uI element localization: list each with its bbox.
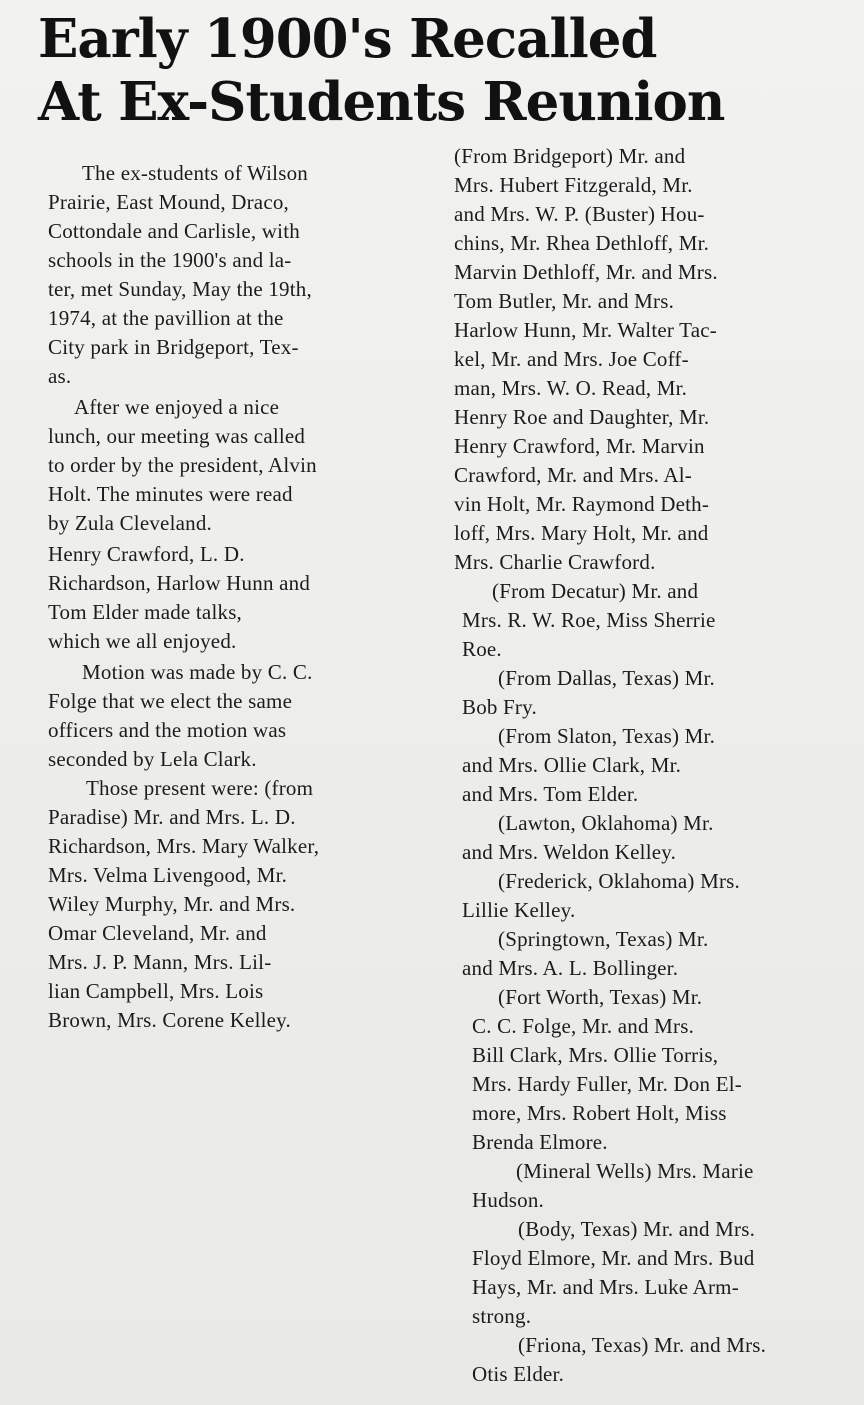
text-line: ter, met Sunday, May the 19th,: [48, 277, 312, 301]
text-line: Floyd Elmore, Mr. and Mrs. Bud: [472, 1246, 755, 1270]
text-line: Bill Clark, Mrs. Ollie Torris,: [472, 1043, 719, 1067]
text-line: (From Dallas, Texas) Mr.: [498, 666, 715, 690]
text-line: Henry Crawford, L. D.: [48, 542, 245, 566]
text-line: to order by the president, Alvin: [48, 453, 317, 477]
text-line: Tom Elder made talks,: [48, 600, 243, 624]
text-line: Mrs. Hubert Fitzgerald, Mr.: [454, 173, 693, 197]
text-line: chins, Mr. Rhea Dethloff, Mr.: [454, 231, 710, 255]
text-line: (Body, Texas) Mr. and Mrs.: [518, 1217, 756, 1241]
text-line: Lillie Kelley.: [462, 898, 576, 922]
text-line: (From Bridgeport) Mr. and: [454, 144, 686, 168]
text-line: (Mineral Wells) Mrs. Marie: [516, 1159, 754, 1183]
text-line: strong.: [472, 1304, 532, 1328]
text-line: Otis Elder.: [472, 1362, 565, 1386]
text-line: After we enjoyed a nice: [74, 395, 280, 419]
text-line: Cottondale and Carlisle, with: [48, 219, 300, 243]
text-line: (Fort Worth, Texas) Mr.: [498, 985, 703, 1009]
text-line: Paradise) Mr. and Mrs. L. D.: [48, 805, 296, 829]
text-line: Richardson, Mrs. Mary Walker,: [48, 834, 320, 858]
headline: [38, 8, 838, 134]
text-line: Mrs. J. P. Mann, Mrs. Lil-: [48, 950, 272, 974]
text-line: (From Decatur) Mr. and: [492, 579, 699, 603]
text-line: Harlow Hunn, Mr. Walter Tac-: [454, 318, 717, 342]
text-line: Henry Roe and Daughter, Mr.: [454, 405, 710, 429]
text-line: Hudson.: [472, 1188, 544, 1212]
text-line: Crawford, Mr. and Mrs. Al-: [454, 463, 692, 487]
text-line: seconded by Lela Clark.: [48, 747, 257, 771]
text-line: 1974, at the pavillion at the: [48, 306, 284, 330]
text-line: officers and the motion was: [48, 718, 287, 742]
text-line: loff, Mrs. Mary Holt, Mr. and: [454, 521, 709, 545]
text-line: and Mrs. Weldon Kelley.: [462, 840, 677, 864]
text-line: and Mrs. Ollie Clark, Mr.: [462, 753, 682, 777]
text-line: City park in Bridgeport, Tex-: [48, 335, 299, 359]
text-line: Holt. The minutes were read: [48, 482, 293, 506]
text-line: which we all enjoyed.: [48, 629, 237, 653]
text-line: Richardson, Harlow Hunn and: [48, 571, 311, 595]
headline-line-1: Early 1900's Recalled: [38, 8, 657, 70]
text-line: Prairie, East Mound, Draco,: [48, 190, 290, 214]
text-line: Hays, Mr. and Mrs. Luke Arm-: [472, 1275, 739, 1299]
text-line: and Mrs. A. L. Bollinger.: [462, 956, 679, 980]
text-line: and Mrs. W. P. (Buster) Hou-: [454, 202, 705, 226]
text-line: more, Mrs. Robert Holt, Miss: [472, 1101, 727, 1125]
text-line: Mrs. Hardy Fuller, Mr. Don El-: [472, 1072, 742, 1096]
text-line: by Zula Cleveland.: [48, 511, 212, 535]
text-line: C. C. Folge, Mr. and Mrs.: [472, 1014, 695, 1038]
text-line: Brown, Mrs. Corene Kelley.: [48, 1008, 291, 1032]
text-line: Henry Crawford, Mr. Marvin: [454, 434, 705, 458]
text-line: Mrs. R. W. Roe, Miss Sherrie: [462, 608, 716, 632]
text-line: (Springtown, Texas) Mr.: [498, 927, 709, 951]
text-line: (Frederick, Oklahoma) Mrs.: [498, 869, 740, 893]
text-line: (Friona, Texas) Mr. and Mrs.: [518, 1333, 767, 1357]
text-line: Mrs. Charlie Crawford.: [454, 550, 656, 574]
text-line: Bob Fry.: [462, 695, 537, 719]
text-line: Wiley Murphy, Mr. and Mrs.: [48, 892, 296, 916]
text-line: Omar Cleveland, Mr. and: [48, 921, 267, 945]
text-line: and Mrs. Tom Elder.: [462, 782, 639, 806]
text-line: Tom Butler, Mr. and Mrs.: [454, 289, 675, 313]
text-line: schools in the 1900's and la-: [48, 248, 292, 272]
text-line: Folge that we elect the same: [48, 689, 293, 713]
headline-line-2: At Ex-Students Reunion: [38, 71, 725, 133]
text-line: Those present were: (from: [86, 776, 314, 800]
text-line: (From Slaton, Texas) Mr.: [498, 724, 716, 748]
text-line: lian Campbell, Mrs. Lois: [48, 979, 264, 1003]
text-line: man, Mrs. W. O. Read, Mr.: [454, 376, 688, 400]
text-line: Mrs. Velma Livengood, Mr.: [48, 863, 288, 887]
text-line: kel, Mr. and Mrs. Joe Coff-: [454, 347, 689, 371]
text-line: Marvin Dethloff, Mr. and Mrs.: [454, 260, 718, 284]
text-line: vin Holt, Mr. Raymond Deth-: [454, 492, 710, 516]
text-line: Motion was made by C. C.: [82, 660, 313, 684]
text-line: lunch, our meeting was called: [48, 424, 306, 448]
text-line: The ex-students of Wilson: [82, 161, 308, 185]
text-line: Roe.: [462, 637, 502, 661]
text-line: as.: [48, 364, 72, 388]
text-line: Brenda Elmore.: [472, 1130, 608, 1154]
text-line: (Lawton, Oklahoma) Mr.: [498, 811, 714, 835]
